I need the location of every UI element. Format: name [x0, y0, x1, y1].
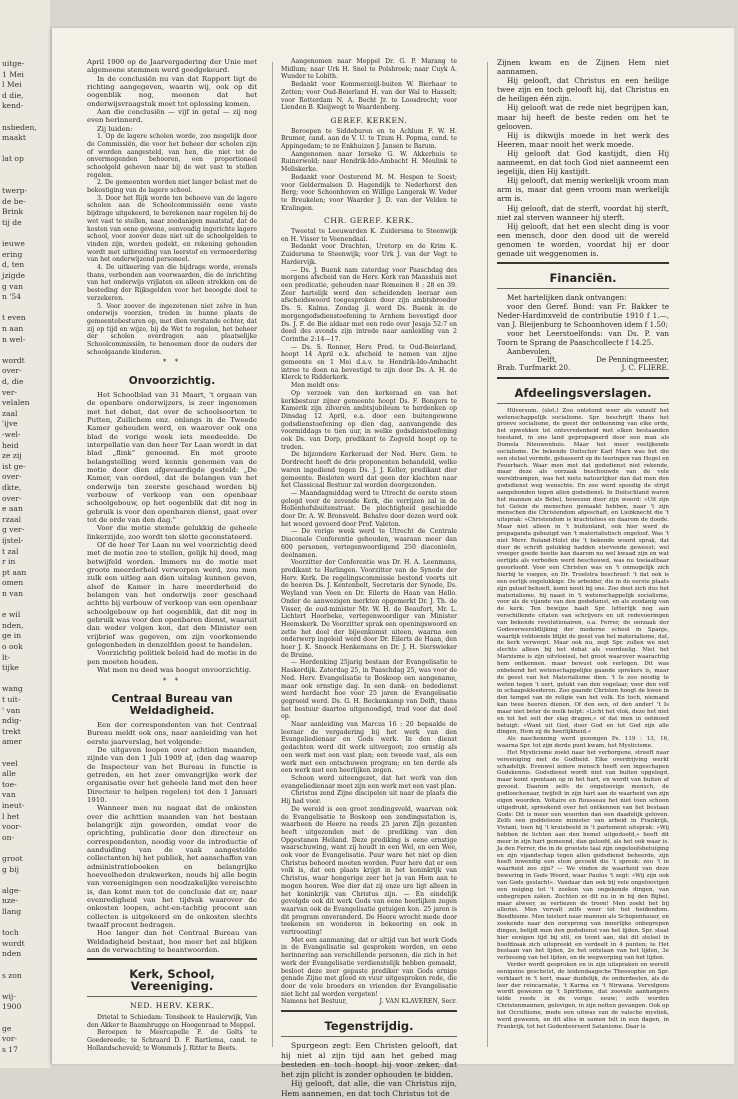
paragraph: April 1900 op de Jaarvergadering der Unie met algemeene stemmen werd goedgekeurd. — [87, 58, 257, 75]
paragraph: Aangenomen naar Ierseke G. W. Akkerhuis te Ruinerwold; naar Hendrik-Ido-Ambacht H. Meulink te Meliskerke. — [281, 150, 457, 174]
margin-fragment: ineut- — [2, 801, 25, 810]
margin-fragment: voor- — [2, 822, 22, 832]
paragraph: Spurgeon zegt: Een Christen gelooft, dat hij niet al zijn tijd aan het gebed mag besteden en toch hoopt hij voor zeker, dat het zijn plicht is zonder ophouden te bidden. — [281, 1041, 457, 1079]
margin-fragment: g bij — [2, 864, 19, 874]
margin-fragment: ijstel- — [2, 536, 24, 545]
paragraph: Beroepen te Meercapelle F. de Golts te Goedereede; te Schraard D. F. Bartlema, cand. te Hollandscheveld; te Wommels J. Ritter te Beets. — [87, 1029, 257, 1052]
margin-fragment: trekt — [2, 726, 21, 736]
list-item: 2. De gemeenten worden niet langer belast met de bekostiging van de lagere school. — [87, 179, 257, 195]
paragraph: Of de heer Ter Laan nu wel voorzichtig deed met de motie zoo te stellen, gelijk hij deed, mag betwijfeld worden. Immers nu de motie met groote meerderheid verworpen werd, zou men zulk een uitleg aan dien uitslag kunnen geven, alsof de Kamer in hare meerderheid de belangen van het onderwijs zeer geschaad achtte bij verbouw of verkoop van een openbaar schoolgebouw op het oogenblik, dat dit nog in gebruik was voor den openbaren dienst, waaruit dan weder volgen kon, dat den Minister een vrijbrief was gegeven, om zijn voorkomende gelegenheden in denzelfden geest te handelen. — [87, 541, 257, 650]
paragraph: Hoe langer dan het Centraal Bureau van Weldadigheid bestaat, hoe meer het zal blijken aan de verwachting te beantwoorden. — [87, 929, 257, 955]
margin-fragment: zaal — [2, 408, 18, 418]
margin-fragment: wij- — [2, 991, 16, 1001]
paragraph: Hij gelooft, dat Christus en een heilige twee zijn en toch gelooft hij, dat Christus en de heiligen één zijn. — [497, 76, 669, 104]
paragraph: Hilversum. (slot.) Zoo ontstond weer als vanzelf het wetenschappelijk socialisme. Spr. beschrijft thans het groeve socialisme, de geest der ontkenning van elke orde, het opwekken tot ontevredenheid met elken bestaanden toestand, in ons land gepropageerd door een man als Domela Nieuwenhuis. Maar het meer veelijkende socialisme. De bekende Duitscher Karl Marx was het die een stelsel vormde, gebaseerd op de leeringen van Hegel en Feuerbach. Waar men met dat godsdienst niet rekende, maar deze als oorzaak beschouwde van de vele wereldrampen, was het niets natuurlijker dan dat men den godsdienst weg wenschte. En zoo werd spoedig de strijd aangebonden tegen allen godsdienst. In Duitschland waren het mannen als Bebel, bewezen door zijn woord: »Uit zijn tot Gelein de menschen gemaakt hebben, naar 't zijn menschen die Christendom afgeschaft, en Liebknecht die 't uitsprak: »Christendom is krachteloos en daarom de doode. Maar niet alleen in 't buitenland, ook hier werd de propaganda gebezigd van 't materialistisch ongeloof. Was 't niet Mevr. Roland-Holst die 't bekende woord sprak, dat door de schrift gelukkig hadden stervende geweest; wel vroeger goede heette kan daarom nu wel kwaad zijn en wat eertijds als verboden werd beschouwd, was nu toelaatbaar geoorloofd. Voor een Christen was en 't onmogelijk zich hierbij te voegen, en Dr. Troelstra beschreef: 't dat ook is een eerlijk ongelukkige. De arbeider, die in de eerste plaats zijn geloof behoeft, komt nooit bij ons. Zoo doet zich dus het materialisme, hij naast in 't wetenschappelijk socialisme, voor als de vijande van den godsdienst, en als zoodanig van de kerk. Ten bewijze haalt Spr. letterlijk nog aan verschillende citaten van schrijvers en uit redevoeringen van bekende revolutionairen, o.a. Ferrer, de oorzaak der Godsverwereldlijking der moderne school in Spanje, waarlijk voldoende blijkt de geest van het materialisme, dat, de kerk verwerpt. Maar ook nu, zegt Spr. zullen we niet slechts alleen bij het debat als voordeelig. Niet het Marxisme is zijn uitvloeisel, het groot waarover waarachtig hem ontkennen. maar bewust ook verlogen. Dit was onbekend het wetenschappelijke gaande sprekers is, maar de geest van het Materialisme dien. 't Is zoo noodig te weten tegen 't eert, gelukt van den vogelaar, voor den volf in schaapskleederen. Zoo gaande Christen hoogt de kwee in den tempel van de religie van het volk. En toch, niemand kan twee heeren dienen. Of den een, of den ander! 't Is maar niet beter de melk helpt: »Licht het vlok, deze het niet en tot het seit der slag dragen,« of dat men in ootmoed betuigt: »Want uit God, door God en tot God zijn alle dingen, Hem zij de heerlijkheid.« — [497, 407, 669, 736]
margin-fragment: s zon — [2, 970, 22, 980]
margin-fragment: ver- — [2, 387, 17, 397]
margin-fragment: Brink — [2, 207, 24, 217]
margin-fragment: l het — [2, 811, 20, 821]
margin-fragment: van — [2, 790, 16, 800]
margin-fragment: wordt — [2, 938, 25, 948]
paragraph: In de conclusiën nu van dat Rapport ligt de richting aangegeven, waarin wij, ook op dit oogenblik nog, meenen dat het onderwijsvraagstuk moet tot oplossing komen. — [87, 74, 257, 108]
margin-fragment: n aan — [2, 324, 24, 333]
margin-fragment: ering — [2, 249, 23, 259]
margin-fragment: twerp- — [2, 186, 28, 196]
section-title-afdeelingsverslagen: Afdeelingsverslagen. — [514, 385, 652, 400]
section-stars: * * — [162, 676, 182, 685]
paragraph: Aan die conclusiën — vijf in getal — zij nog even herinnerd. — [87, 108, 257, 125]
paragraph: Beroepen te Siddeburen en te Achlum F. W. H. Brumer, cand. aan de V. U. te Tzum H. Popma, cand. te Appingedam; te ze Enkhuizen J. Jansen te Barum. — [281, 127, 457, 151]
paragraph: voor den Geref. Bond: van Fr. Bakker te Neder-Hardinxveld de contributie 1910 f 1.—, van J. Bleijenburg te Schoonhoven idem f 1.50; — [497, 302, 669, 330]
margin-fragment: dkte, — [2, 483, 22, 492]
section-title-kerk: Kerk, School, Vereeniging. — [129, 967, 215, 994]
heading-rule — [87, 958, 257, 960]
margin-fragment: omen — [2, 578, 24, 588]
paragraph: Bedankt voor Drachten, Uretorp en de Krim K. Zuidersma te Steenwijk; voor Urk J. van der Vegt te Hardervijk. — [281, 243, 457, 266]
geref-body — [281, 128, 457, 213]
margin-fragment: over- — [2, 493, 22, 503]
margin-fragment: toe- — [2, 779, 17, 789]
financien-signature-2 — [497, 364, 669, 372]
margin-fragment: veel — [2, 758, 18, 768]
list-item: 1. Op de lagere scholen worde, zoo mogelijk door de Commissiën, die voor het beheer der scholen zijn of worden aangesteld, van hen, die niet tot de onvermogenden behooren, een proportioneel schoolgeld geheven naar bij de wet vast te stellen regelen. — [87, 133, 257, 179]
ned-herv-body — [87, 1014, 257, 1053]
paragraph: Hij gelooft wat de rede niet begrijpen kan, maar hij heeft de beste reden om het te gelooven. — [497, 103, 669, 131]
paragraph: Het Schoolblad van 31 Maart, 't orgaan van de openbare onderwijzers, is zeer ingenomen met het debat, dat over de schoolsoorten te Putten, Zuilichem enz. onlangs in de Tweede Kamer gehouden werd, en waarover ook ons blad de vorige week iets meedeelde. De interpellatie van den heer Ter Laan wordt in dat blad „flink” genoemd. En met groote belangstelling werd kennis genomen van de motie door dien afgevaardigde gesteld: „De Kamer, van oordeel, dat de belangen van het onderwijs ten zeerste geschaad worden bij verbouw of verkoop van een openbaar schoolgebouw, op het oogenblik dat dit nog in gebruik is voor den openbaren dienst, gaat over tot de orde van den dag.” — [87, 390, 257, 524]
margin-fragment: llang — [2, 907, 22, 916]
margin-fragment: -wel- — [2, 430, 21, 439]
margin-fragment: over- — [2, 472, 22, 482]
fin-place: Delft, — [537, 355, 558, 365]
margin-fragment: wordt — [2, 355, 25, 365]
margin-fragment: t even — [2, 313, 26, 323]
margin-fragment: ge in — [2, 631, 22, 641]
margin-fragment: nden, — [2, 620, 24, 630]
margin-fragment: heid — [2, 440, 19, 450]
margin-fragment: e aan — [2, 504, 23, 514]
section-title-financien: Financiën. — [549, 271, 617, 286]
column-3 — [497, 58, 669, 1031]
margin-fragment: tijke — [2, 663, 19, 673]
margin-fragment: ge — [2, 1023, 12, 1033]
margin-fragment: t uit- — [2, 695, 21, 704]
fin-name: J. C. FLIERE. — [621, 363, 669, 373]
margin-fragment: lat op — [2, 154, 24, 164]
paragraph: Het Mysticisme zoekt naar het verborgene, streeft naar vereeniging met de Godheid. Elke overdrijving werkt schadelijk. Evenwel iedere mensch heeft een ingeschapen Godskennis. Godsdienst wordt niet van buiten opgelegd, maar komt spontaan op in het hart, en wordt van buiten af gevoed. Daarom zelfs de ongeloovige mensch, de godloochenaar, twijfelt in zijn hart aan de waarheid van zijn eigen woorden. Voltaire en Rousseau het niet toen schoon uitgedrukt, spreekend over het ontkennen van het bestaan Gods: Dit is meer een woorden dan een daadelijk geloven. Zelfs een goddelooze minister van arbeid in Frankrijk, Viviani, toen hij 't kruisbeeld in 't parlement uitsprak: »Wij hebben de lichten aan den hemel uitgedoofd,« heeft dit meer in zijn hart gemeend, dan geloofd, als het ook waar is. Ja den Ferrer, die in de grootste taal zijn ongeloofsbetuiging en zijn vijandschap tegen allen godsdienst beheerde, zijn heeft inwendig een stem gevoeld die 't spreek: zou 't in waarheid zoo zijn? — We vinden de waarheid van deze bewering in Gods Woord, waar Paulus 't zegt: »Wij zijn ook van Gods geslacht«. Vandaar dan ook bij vele ongeloovigen een neiging tot 't zoeken van ongekende dingen, van onbegrepen zaken. Zochten ze dit nu in in bij den Bijbel, maar alweer, ze verliezen de troon! Men zoekt het bij alleriei. Men vervalt zelfs weer tot het heidendom. Boedhisme. Men luistert naar mannen als Schopenhauer, en zoekende naar den oorsprong van innerlijke onbegrepen dingen, belijdt men den godsdienst van het lijden. Spr. staat hier eenigen tijd bij stil, en toont aan, dat dit stelsel in hoofdzaak zich uitspreekt en verdeelt in 4 punten; te Het bestaan van het lijden, 2e het ontstaan van het lijden, 3e verlossing van het lijden, en de wegwerping van het lijden. — [497, 749, 669, 962]
paragraph: Op verzoek van den kerkeraad en van het kerkbestuur zijner gemeente hoopt Ds. F. Bongers te Kamerik zijn zilveren ambtsjubileum te herdenken op Dinsdag 12 April, e.a. door een buitengewone godsdienstoefening op dien dag, aanvangende des voormiddags te tien uur, in welke godsdienstoefening ook Ds. van Dorp, predikant te Zegveld hoopt op te treden. — [281, 389, 457, 451]
heading-rule — [281, 1036, 457, 1037]
paragraph: Wat men nu deed was hoogst onvoorzichtig. — [97, 666, 252, 675]
margin-fragment: 1 Mei — [2, 69, 24, 79]
heading-rule — [497, 288, 669, 289]
margin-fragment: d die, — [2, 90, 24, 100]
subheading-ned-herv: NED. HERV. KERK. — [129, 1001, 215, 1011]
margin-fragment: lt- — [2, 652, 11, 662]
heading-rule — [87, 996, 257, 997]
paragraph: — De vorige week werd te Utrecht de Centrale Diaconale Conferentie gehouden, waaraan meer dan 600 personen, vertegenwoordigend 250 diaconieën, deelnamen. — [281, 528, 457, 559]
subheading-chr-geref: CHR. GEREF. KERK. — [324, 216, 414, 226]
margin-fragment: t zal — [2, 546, 19, 556]
margin-fragment: de be- — [2, 196, 26, 206]
paragraph: Aangenomen naar Meppel Dr. G. P. Marang te Midlum; naar Urk H. Snel te Polsbroek; naar Cuyk A. Wunder te Lobith. — [281, 58, 457, 81]
section-stars: * * — [162, 358, 182, 367]
paragraph: Tweetal te Leeuwarden K. Zuidersma te Steenwijk en H. Visser te Veenendaal. — [281, 228, 457, 243]
margin-fragment: g van — [2, 281, 23, 291]
margin-fragment: r in — [2, 557, 16, 567]
chr-geref-body — [281, 228, 457, 998]
paragraph: Met een aanmaning, dat er altijd van het werk Gods in de Evangelisatie sal gesproken worden, en eene herinnering aan verschillende personen, die zich in het werk der Evangelisatie verdienstelijk hebben gemaakt, besloot deze zeer gepaste prediker van Gods ernige genade Zijne met gloed en vuur uitgesproken rede, die door de vele broeders en vrienden der Evangelisatie niet licht zal worden vergeten! — [281, 936, 457, 998]
margin-fragment: n '54 — [2, 292, 22, 302]
paragraph: Een der correspondenten van het Centraal Bureau meldt ook ons, naar aanleiding van het eerste jaarverslag, het volgende: — [87, 720, 257, 746]
previous-page-fragment — [0, 0, 50, 1068]
margin-fragment: 1900 — [2, 1002, 22, 1012]
fin-role: De Penningmeester, — [596, 355, 669, 365]
margin-fragment: 'ijve — [2, 419, 18, 429]
paragraph: De bijzondere Kerkeraad der Ned. Herv. Gem. te Dordrecht heeft de drie proponenten behandeld, welke waren ingediend tegen Ds. J. J. Keller, predikant dier gemeente. Besloten werd dat geen der klachten naar het Classicaal Bestuur zal worden doorgezonden. — [281, 451, 457, 490]
paragraph: Wanneer men nu nagaat dat de onkosten over die achttien maanden van het bestaan belangrijk zijn geworden, omdat voor de oprichting, publicatie door den directeur en correspondenten, noodig voor de introductie of aanduiding van de vaak aangestelde collectanten bij het publiek, het aanschaffen van administratieboeken en belangrijke hoeveelheden drukwerken, nouds bij alle begin van vereenigingen een noodzakelijke vereischte is, dan komt men tot de conclusie dat er, naar evenredigheid van het tijdvak waarover de onkosten loopen, acht-en-tachtig procent aan collecten is uitgekeerd en de onkosten slechts twaalf procent bedragen. — [87, 804, 257, 930]
margin-fragment: ndig- — [2, 716, 22, 726]
paragraph: Hij gelooft, dat de sterft, voordat hij sterft, niet zal sterven wanneer hij sterft. — [497, 203, 669, 222]
margin-fragment: groot — [2, 854, 23, 863]
margin-fragment: ze zij — [2, 451, 22, 461]
financien-body — [497, 293, 669, 356]
margin-fragment: jzigde — [2, 271, 26, 280]
heading-rule — [497, 262, 669, 264]
margin-fragment: tij de — [2, 218, 22, 227]
heading-rule — [497, 403, 669, 404]
centraal-body — [87, 721, 257, 955]
onvoorzichtig-body — [87, 391, 257, 675]
paragraph: Hij gelooft dat God kastijdt, dien Hij aanneemt, en dat toch God niet aanneemt een iegelijk, dien Hij kastijdt. — [497, 148, 669, 177]
fin-address: Brab. Turfmarkt 20. — [497, 363, 571, 373]
list-item: 4. De uitkeering van die bijdrage worde, evenals thans, verbonden aan voorwaarden, die de inrichting van het onderwijs vrijlaten en alleen strekken om de besteding der Rijksgelden voor het beoogde doel te verzekeren. — [87, 264, 257, 302]
signature-right: J. VAN KLAVEREN, Secr. — [379, 998, 457, 1006]
list-item: 5. Voor zoover de ingezetenen niet zelve in hun onderwijs voorzien, treden in hunne plaats de gemeentebesturen op, met dien verstande echter, dat zij op tijd en wijze, bij de Wet te regelen, het beheer der scholen overdragen aan plaatselijke Schoolcommissiën, te benoemen door de ouders der schoolgaande kinderen. — [87, 302, 257, 356]
paragraph: Met hartelijken dank ontvangen: — [507, 293, 627, 303]
paragraph: — Ds. J. Buenk nam zaterdag voor Paaschdag des morgens afscheid van de Herv. Kerk van Maassluis met een predicatie, gehouden naar Romeinen 8 : 28 en 39. Zeer hartelijk werd den scheidenden leeraar een afscheidswoord toegesproken door zijn ambtsbroeder Ds. S. Kalma. Zondag jl. werd Ds. Buenk in de morgengodsdienstoefening te Arnhem bevestigd door Ds. J. F. de Bie aldaar met een rede over Jesaja 52:7 en deed des avonds zijn intrede naar aanleiding van 2 Corinthe 2:14—17. — [281, 266, 457, 343]
signature-line — [281, 998, 457, 1006]
paragraph: Men meldt ons: — [291, 382, 340, 390]
margin-fragment: d, die — [2, 377, 24, 386]
subheading-geref-kerken: GEREF. KERKEN. — [330, 115, 408, 125]
col3-top — [497, 58, 669, 258]
paragraph: Naar aanleiding van Marcus 16 : 20 bepaalde de leeraar de vergadering bij het werk van den Evangeliedienaar en Gods werk. In den dienst gedachten werd dit werk uitvergoot; zoo ernstig als een werk met een vast plan; een tweede vast, als een werk met een ontschuwen program; en ten derde als een werk met een heerlijken zegen. — [281, 721, 457, 775]
paragraph: Hij is dikwijls moede in het werk des Heeren, maar nooit het werk moede. — [497, 130, 669, 149]
paragraph: Hij gelooft, dat alle, die van Christus zijn, Hem aannemen, en dat toch Christus tot de — [281, 1079, 457, 1099]
paragraph: Hij gelooft, dat menig werkelijk vroom man arm is, maar dat geen vroom man werkelijk arm is. — [497, 176, 669, 204]
margin-fragment: nden — [2, 949, 22, 959]
paragraph: Schoon werd uiteengezet, dat het werk van den evangeliedienaar moet zijn een werk met een vast plan. — [281, 774, 457, 790]
margin-fragment: alle — [2, 769, 16, 779]
margin-fragment: alge- — [2, 885, 21, 895]
paragraph: Bedankt voor Kommerzeijl-buiten W. Bierhaar te Zetten; voor Oud-Beierland H. van der Wal te Hasselt; voor Rotterdam N. A. Becht Jr. te Loosdrecht; voor Lienden B. Kleijwegt te Waardenberg. — [281, 81, 457, 112]
paragraph: voor het Leerstoelfonds: van Ds. P. van Toorn te Sprang de Paaschcollecte f 14.25. — [497, 329, 669, 348]
paragraph: Als naschenning werd gezongen Ps. 119 : 13, 16, waarna Spr. tot zijn derde punt kwam, het Mysticisme. — [497, 736, 669, 750]
section-title-onvoorzichtig: Onvoorzichtig. — [128, 374, 216, 387]
margin-fragment: e wil — [2, 610, 21, 620]
section-title-tegenstrijdig: Tegenstrijdig. — [324, 1019, 414, 1034]
margin-fragment: maakt — [2, 133, 26, 143]
margin-fragment: amer — [2, 737, 22, 747]
margin-fragment: on- — [2, 832, 15, 842]
margin-fragment: d, ten — [2, 260, 25, 270]
paragraph: Drietal te Schiedam: Tonsbeek te Haulerwijk, Van den Akker te Baambrugge en Hoogenraad te Meppel. — [87, 1013, 257, 1029]
margin-fragment: s 17 — [2, 1044, 18, 1054]
margin-fragment: o ook — [2, 642, 23, 651]
margin-fragment: l Mei — [2, 80, 22, 90]
paragraph: Zijnen kwam en de Zijnen Hem niet aannamen. — [497, 58, 669, 77]
margin-fragment: nze- — [2, 896, 18, 906]
paragraph: — Herdenking 25jarig bestaan der Evangelisatie te Haskerdijk. Zaterdag 25, in Paaschdag 25, was voor de Ned. Herv. Evangelisatie te Boskoop een aangename, maar ook ernstige dag. In een dank- en bededienst werd herdacht hoe voor 25 jaren de Evangelisatie gegroeid werd. Ds. G. H. Beckenkamp van Delft, thans het bestuur daartoe uitgenoodigd, trad voor dat doel op. — [281, 659, 457, 721]
margin-fragment: velalen — [2, 398, 30, 408]
paragraph: — Maandagmiddag werd te Utrecht de eerste steen gelegd voor de zevende Kerk, die verrijzen zal in de Hollenhofsbuitenstraat. De plechtigheid geschiedde door Dr. A. W. Bronsveld. Behalve door dezen werd ook het woord gevoerd door Prof. Valeton. — [281, 489, 457, 528]
paragraph: Christus zend Zijne discipelen uit naar de plaats die Hij had voor. — [281, 790, 457, 806]
margin-fragment: nsbeden, — [2, 122, 37, 132]
margin-fragment: ieuwe — [2, 239, 25, 249]
list-item: 3. Door het Rijk worde ten behoeve van de lagere scholen aan de Schoolcommissiën eene vaste bijdrage uitgekeerd, te berekenen naar regelen bij de wet vast te stellen, naar zoodanigen maatstaf, dat de kosten van eene gewone, eenvoudig ingerichte lagere school, voor zoover deze niet uit de schoolgelden te vinden zijn, worden gedekt, en rekening gehouden wordt met uitbreiding van leerstof en vermeerdering van het onderwijzend personeel. — [87, 194, 257, 264]
afdeeling-body — [497, 408, 669, 1031]
paragraph: Voorzichtig politiek beleid had de motie in de pen moeten houden. — [87, 649, 257, 666]
margin-fragment: rzaal — [2, 514, 22, 524]
margin-fragment: wang — [2, 684, 23, 694]
margin-fragment: ist ge- — [2, 461, 26, 471]
paragraph: Voorzitter der Conferentie was Dr. H. A. Leenmans, predikant te Harlingen. Voorzitter van de Synode der Herv. Kerk. De regelingscommissie bestond voorts uit de heeren Ds. J. Kentenbelt, Secretaris der Synode, Ds. Weyland van Veen en Dr. Eilerts de Haan van Hello. Onder de aanwezigen merkten opgemerkt Dr. J. Th. de Visser, de oud-minister Mr. W. H. de Beaufort, Mr. L. Lichtert Hoorbeke, vertegenwoordiger van Minister Heemskerk. De Voorzitter sprak een openingswoord en zette het doel der bijeenkomst uiteen, waarna een onderwerp ingeleid werd door Dr. Eilerts de Haan, den heer J. K. Snoeck Henkemans en Dr. J. H. Sierswieker de Bruine. — [281, 559, 457, 659]
paragraph: Voor die motie stemde gelukkig de geheele linkerzijde, zoo wordt ten slotte geconstateerd. — [87, 524, 257, 541]
heading-rule — [497, 377, 669, 379]
margin-fragment: ' van — [2, 705, 21, 715]
section-title-centraal-bureau: Centraal Bureau van Weldadigheid. — [111, 692, 233, 717]
margin-fragment: uitge- — [2, 59, 25, 68]
paragraph: De uitgaven loopen over achtien maanden, zijnde van den 1 Juli 1909 af, (den dag waarop de Inspecteur van het Bureau in functie is getreden, en het zeer omvangrijke werk der organisatie over het geheele land met den heer Directeur te helpen regelen) tot den 1 Januari 1910. — [87, 745, 257, 804]
margin-fragment: toch — [2, 928, 19, 938]
paragraph: Bedankt voor Oosterend M. M. Hespen te Soest; voor Geldermalsen D. Hagendijk te Nederhorst den Berg; voor Schoonhoven en Willige Langerak W. Veder te Breukelen; voor Waarder J. D. van der Velden te Kralingen. — [281, 173, 457, 212]
paragraph: Aanbevolen, — [507, 347, 552, 357]
column-rule — [487, 62, 488, 1047]
conclusions-list — [87, 133, 257, 356]
margin-fragment: g ver- — [2, 525, 25, 535]
margin-fragment: over- — [2, 366, 22, 376]
paragraph: Zij luiden: — [97, 124, 133, 133]
margin-fragment: pt aan — [2, 567, 27, 577]
margin-fragment: n van — [2, 589, 24, 598]
margin-fragment: n wel- — [2, 334, 26, 344]
column-1 — [87, 58, 257, 1052]
paragraph: De wereld is een groot zendingsveld, waarvan ook de Evangelisatie te Boskoop een zendingsstation is, waarheen de Heere na reeds 25 jaren Zijn gezanten heeft uitgezonden met de prediking van den Opgestanen Heiland. Deze prediking is eene ernstige waarschuwing, want zij houdt in een Wel, en een Wee, ook voor de Evangelisatie. Puur ware het niet op dien Christus behoord moeten worden. Puur here dat er een volk is, dat een plaats krijgt in het koninkrijk van Christus, waar hongerige zeer het ja van Hem aan te mogen hooren. Wee dier dat zij onze ure ligt alleen in het koninkrijk van Christus zijn. — En eindelijk gevolgde ook dit werk Gods van eene heerlijken zegen waarvan ook de Evangelisatie getuigen kon. 25 jaren is dit program onveranderd. De Heere wrocht mede door teekenen en wonderen in bekeering en ook in vertroosting! — [281, 805, 457, 937]
signature-left: Namens het Bestuur, — [281, 998, 347, 1006]
column-rule — [272, 62, 273, 1047]
paragraph: Hij gelooft, dat het een slecht ding is voor een mensch, door den dood uit de wereld genomen te worden, voordat hij er door genade uit weggenomen is. — [497, 221, 669, 258]
intro-paragraphs — [87, 58, 257, 133]
col2-top — [281, 58, 457, 112]
margin-fragment: vor- — [2, 1034, 18, 1044]
heading-rule — [281, 1010, 457, 1012]
margin-fragment: kend- — [2, 101, 24, 111]
paragraph: — Ds. S. Ronner, Herv. Pred. te Oud-Beierland, hoopt 14 April e.k. afscheid te nemen van zijne gemeente en 1 Mei d.a.v. te Hendrik-Ido-Ambacht intree te doen na bevestigd te zijn door Ds. A. H. de Klerck te Ridderkerk. — [281, 343, 457, 382]
column-2 — [281, 58, 457, 1099]
tegenstrijdig-body — [281, 1041, 457, 1099]
paragraph: Verder wordt gesproken en in zijn uitspraken en wereld eenigeins geschetst, de leidendaagsche Theosophie en Spr. verklaart in 't kort, maar duidelijk, de onderdeelen, als de leer der reincarnatie, 't Karma en 't Nirwana. Vervolgens wordt gewezen op 't Spiritisme, dat zoovele aanhangers telde reeds in de vorige eeuw; zelfs worden Christenmannen, gelovigen, in zijn netten gevangen. Ook op het Occultisme, mede een uitwas van de valsche mystiek, werd gewezen, en dit alles in samen telt in een dagen, in Frankrijk, tot het Godenteereerd Satanisme. Daar is — [497, 962, 669, 1030]
